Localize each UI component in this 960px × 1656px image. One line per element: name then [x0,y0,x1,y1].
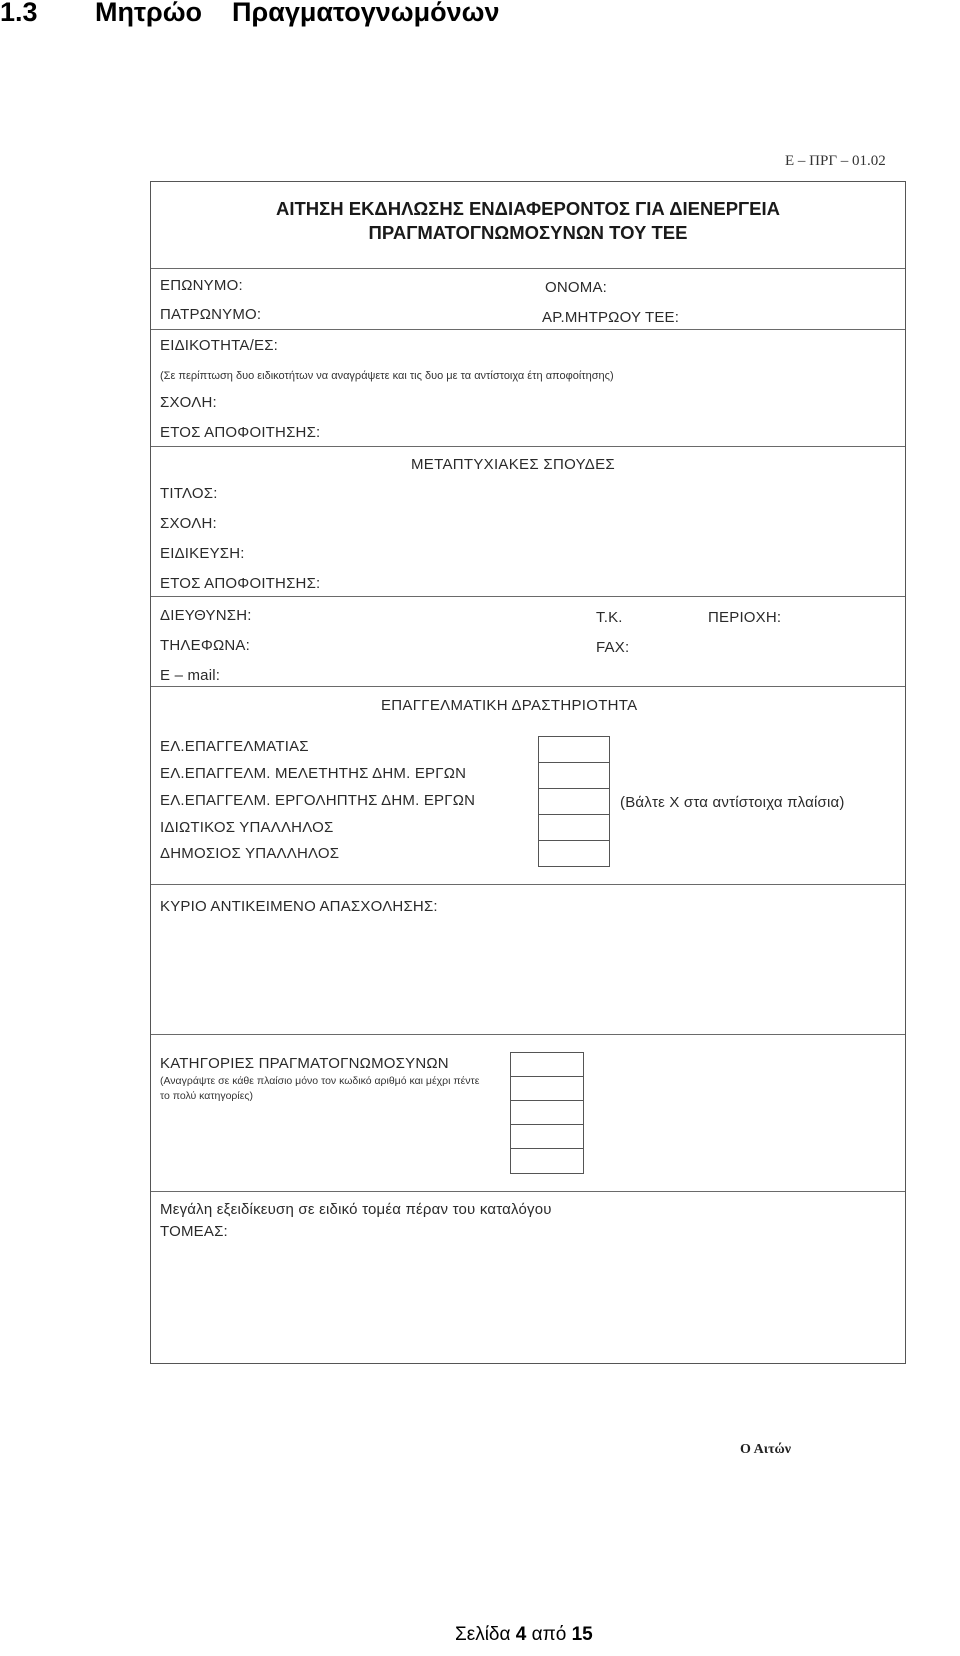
form-title-line1: ΑΙΤΗΣΗ ΕΚΔΗΛΩΣΗΣ ΕΝΔΙΑΦΕΡΟΝΤΟΣ ΓΙΑ ΔΙΕΝΕΡΓΕΙΑ [275,198,781,219]
checkbox-hint: (Βάλτε Χ στα αντίστοιχα πλαίσια) [620,794,845,811]
graduation-year-label: ΕΤΟΣ ΑΠΟΦΟΙΤΗΣΗΣ: [160,424,321,441]
divider [151,1034,905,1035]
category-code-field-4[interactable] [510,1124,584,1150]
page-number: 4 [515,1624,527,1645]
divider [151,268,905,269]
categories-note: (Αναγράψτε σε κάθε πλαίσιο μόνο τον κωδικό αριθμό και μέχρι πέντε το πολύ κατηγορίες) [160,1075,480,1102]
page-footer [455,1624,593,1646]
option-private-employee-label: ΙΔΙΩΤΙΚΟΣ ΥΠΑΛΛΗΛΟΣ [160,819,334,836]
category-code-field-3[interactable] [510,1100,584,1126]
divider [151,1191,905,1192]
section-number: 1.3 [0,0,38,27]
of-word: από [531,1624,567,1645]
area-label: ΠΕΡΙΟΧΗ: [708,609,782,626]
divider [151,596,905,597]
option-designer-checkbox[interactable] [538,762,610,789]
surname-label: ΕΠΩΝΥΜΟ: [160,277,243,294]
name-label: ΟΝΟΜΑ: [545,279,608,296]
postgrad-school-label: ΣΧΟΛΗ: [160,515,217,532]
option-public-employee-label: ΔΗΜΟΣΙΟΣ ΥΠΑΛΛΗΛΟΣ [160,845,340,862]
option-private-employee-checkbox[interactable] [538,814,610,841]
option-public-employee-checkbox[interactable] [538,840,610,867]
specialty-note: (Σε περίπτωση δυο ειδικοτήτων να αναγράψετε και τις δυο με τα αντίστοιχα έτη αποφοίτησης) [160,370,614,382]
email-label: E – mail: [160,667,221,684]
main-occupation-label: ΚΥΡΙΟ ΑΝΤΙΚΕΙΜΕΝΟ ΑΠΑΣΧΟΛΗΣΗΣ: [160,898,438,915]
form-frame [150,181,906,1364]
section-title: Μητρώο Πραγματογνωμόνων [95,0,500,27]
option-designer-label: ΕΛ.ΕΠΑΓΓΕΛΜ. ΜΕΛΕΤΗΤΗΣ ΔΗΜ. ΕΡΓΩΝ [160,765,467,782]
specialty-label: ΕΙΔΙΚΟΤΗΤΑ/ΕΣ: [160,337,279,354]
school-label: ΣΧΟΛΗ: [160,394,217,411]
option-freelancer-checkbox[interactable] [538,736,610,763]
postgrad-heading: ΜΕΤΑΠΤΥΧΙΑΚΕΣ ΣΠΟΥΔΕΣ [411,456,615,473]
postcode-label: Τ.Κ. [596,609,623,626]
divider [151,329,905,330]
registry-number-label: ΑΡ.ΜΗΤΡΩΟΥ ΤΕΕ: [542,309,680,326]
page-total: 15 [571,1624,593,1645]
postgrad-title-label: ΤΙΤΛΟΣ: [160,485,218,502]
form-title-line2: ΠΡΑΓΜΑΤΟΓΝΩΜΟΣΥΝΩΝ ΤΟΥ ΤΕΕ [368,222,688,243]
divider [151,446,905,447]
categories-heading: ΚΑΤΗΓΟΡΙΕΣ ΠΡΑΓΜΑΤΟΓΝΩΜΟΣΥΝΩΝ [160,1055,449,1072]
option-contractor-checkbox[interactable] [538,788,610,815]
category-code-field-2[interactable] [510,1076,584,1102]
applicant-signature-label: Ο Αιτών [740,1442,792,1457]
postgrad-graduation-year-label: ΕΤΟΣ ΑΠΟΦΟΙΤΗΣΗΣ: [160,575,321,592]
phones-label: ΤΗΛΕΦΩΝΑ: [160,637,251,654]
address-label: ΔΙΕΥΘΥΝΣΗ: [160,607,252,624]
page-word: Σελίδα [455,1624,511,1645]
father-name-label: ΠΑΤΡΩΝΥΜΟ: [160,306,262,323]
professional-heading: ΕΠΑΓΓΕΛΜΑΤΙΚΗ ΔΡΑΣΤΗΡΙΟΤΗΤΑ [381,697,638,714]
category-code-field-1[interactable] [510,1052,584,1078]
category-code-field-5[interactable] [510,1148,584,1174]
option-freelancer-label: ΕΛ.ΕΠΑΓΓΕΛΜΑΤΙΑΣ [160,738,309,755]
fax-label: FAX: [596,639,630,656]
divider [151,884,905,885]
option-contractor-label: ΕΛ.ΕΠΑΓΓΕΛΜ. ΕΡΓΟΛΗΠΤΗΣ ΔΗΜ. ΕΡΓΩΝ [160,792,476,809]
divider [151,686,905,687]
sector-label: ΤΟΜΕΑΣ: [160,1223,228,1240]
form-code: Ε – ΠΡΓ – 01.02 [785,153,886,169]
specialization-text: Μεγάλη εξειδίκευση σε ειδικό τομέα πέραν του καταλόγου [160,1201,552,1218]
postgrad-specialization-label: ΕΙΔΙΚΕΥΣΗ: [160,545,245,562]
